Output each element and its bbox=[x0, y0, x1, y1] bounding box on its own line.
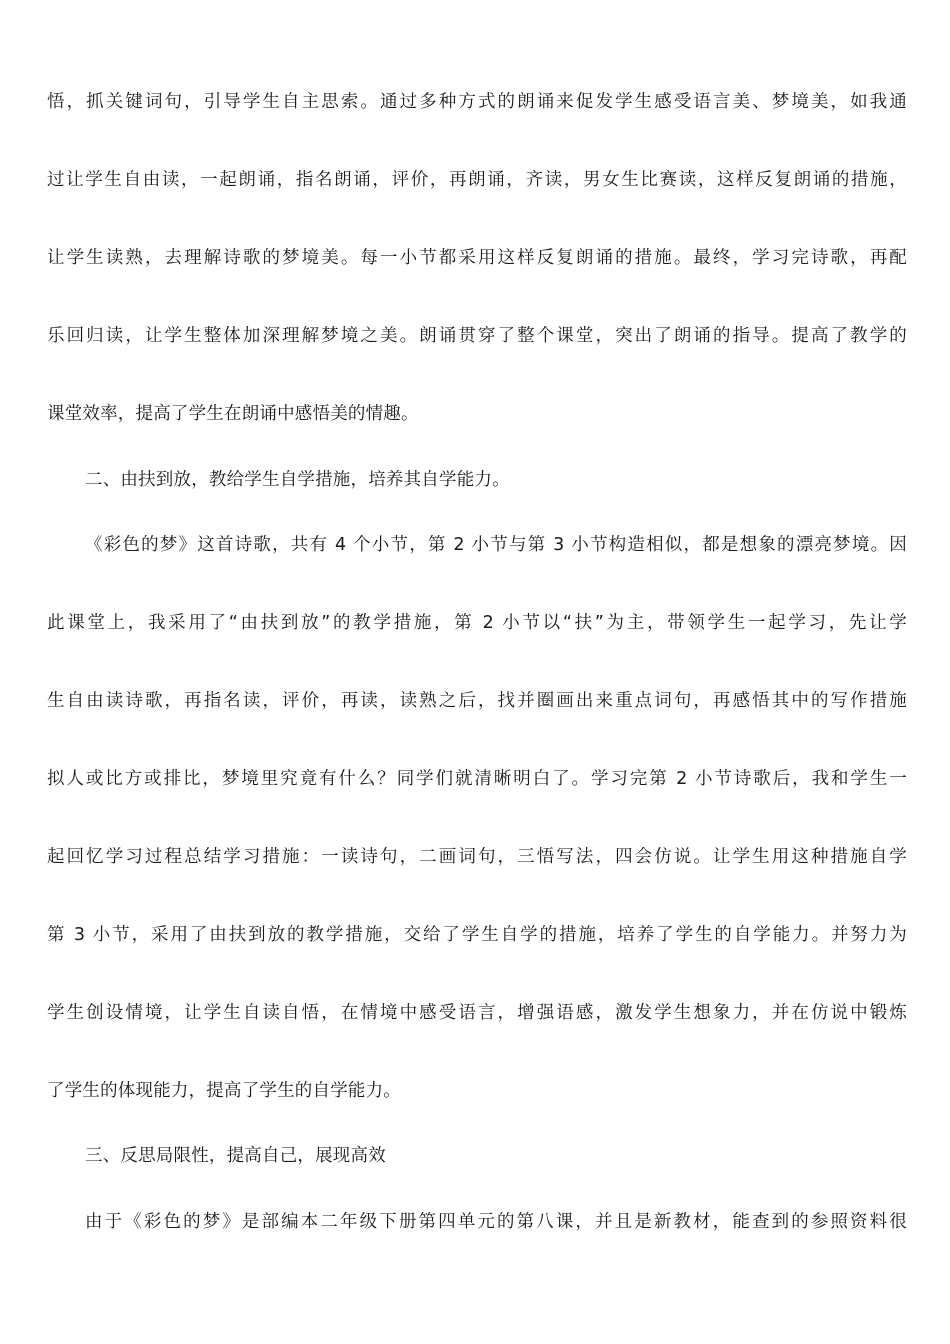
body-text-line: 此课堂上，我采用了“由扶到放”的教学措施，第 2 小节以“扶”为主，带领学生一起学习，先让学 bbox=[47, 613, 907, 633]
section-heading-2: 二、由扶到放，教给学生自学措施，培养其自学能力。 bbox=[85, 470, 510, 490]
body-text-line: 由于《彩色的梦》是部编本二年级下册第四单元的第八课，并且是新教材，能查到的参照资料很 bbox=[85, 1212, 907, 1232]
body-text-line: 第 3 小节，采用了由扶到放的教学措施，交给了学生自学的措施，培养了学生的自学能力。并努力为 bbox=[47, 925, 907, 945]
section-heading-3: 三、反思局限性，提高自己，展现高效 bbox=[85, 1146, 386, 1166]
body-text-line: 课堂效率，提高了学生在朗诵中感悟美的情趣。 bbox=[47, 404, 419, 424]
body-text-line: 《彩色的梦》这首诗歌，共有 4 个小节，第 2 小节与第 3 小节构造相似，都是想象的漂亮梦境。因 bbox=[85, 535, 907, 555]
body-text-line: 生自由读诗歌，再指名读，评价，再读，读熟之后，找并圈画出来重点词句，再感悟其中的写作措施 bbox=[47, 691, 907, 711]
body-text-line: 学生创设情境，让学生自读自悟，在情境中感受语言，增强语感，激发学生想象力，并在仿说中锻炼 bbox=[47, 1003, 907, 1023]
body-text-line: 让学生读熟，去理解诗歌的梦境美。每一小节都采用这样反复朗诵的措施。最终，学习完诗歌，再配 bbox=[47, 248, 907, 268]
body-text-line: 了学生的体现能力，提高了学生的自学能力。 bbox=[47, 1081, 401, 1101]
body-text-line: 拟人或比方或排比，梦境里究竟有什么？同学们就清晰明白了。学习完第 2 小节诗歌后，我和学生一 bbox=[47, 769, 907, 789]
body-text-line: 乐回归读，让学生整体加深理解梦境之美。朗诵贯穿了整个课堂，突出了朗诵的指导。提高了教学的 bbox=[47, 326, 907, 346]
body-text-line: 起回忆学习过程总结学习措施：一读诗句，二画词句，三悟写法，四会仿说。让学生用这种措施自学 bbox=[47, 847, 907, 867]
body-text-line: 过让学生自由读，一起朗诵，指名朗诵，评价，再朗诵，齐读，男女生比赛读，这样反复朗诵的措施， bbox=[47, 170, 907, 190]
body-text-line: 悟，抓关键词句，引导学生自主思索。通过多种方式的朗诵来促发学生感受语言美、梦境美，如我通 bbox=[47, 92, 907, 112]
